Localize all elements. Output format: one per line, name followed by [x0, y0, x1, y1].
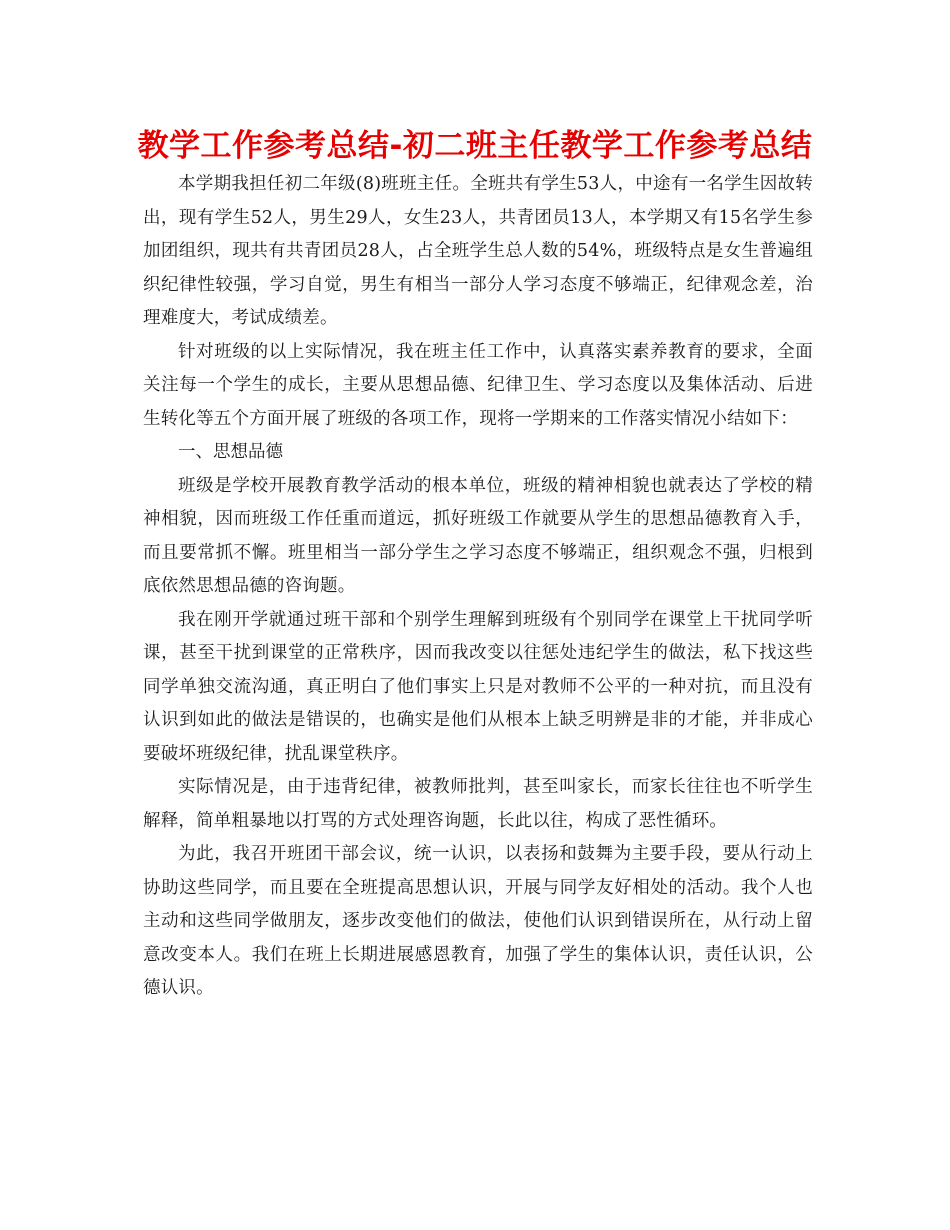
- paragraph-overview: 针对班级的以上实际情况，我在班主任工作中，认真落实素养教育的要求，全面关注每一个学生的成长，主要从思想品德、纪律卫生、学习态度以及集体活动、后进生转化等五个方面开展了班级的各项工作，现将一学期来的工作落实情况小结如下：: [143, 341, 813, 429]
- paragraph-intro: 本学期我担任初二年级(8)班班主任。全班共有学生53人，中途有一名学生因故转出，现有学生52人，男生29人，女生23人，共青团员13人，本学期又有15名学生参加团组织，现共有共青团员28人，占全班学生总人数的54%，班级特点是女生普遍组织纪律性较强，学习自觉，男生有相当一部分人学习态度不够端正，纪律观念差，治理难度大，考试成绩差。: [143, 174, 813, 328]
- section-heading: 一、思想品德: [178, 442, 283, 462]
- paragraph-situation: 实际情况是，由于违背纪律，被教师批判，甚至叫家长，而家长往往也不听学生解释，简单粗暴地以打骂的方式处理咨询题，长此以往，构成了恶性循环。: [143, 777, 813, 831]
- paragraph-moral-education: 班级是学校开展教育教学活动的根本单位，班级的精神相貌也就表达了学校的精神相貌，因而班级工作任重而道远，抓好班级工作就要从学生的思想品德教育入手，而且要常抓不懈。班里相当一部分学生之学习态度不够端正，组织观念不强，归根到底依然思想品德的咨询题。: [143, 475, 813, 596]
- document-body: [143, 168, 813, 1006]
- document-title: 教学工作参考总结-初二班主任教学工作参考总结: [137, 128, 813, 164]
- paragraph-measures: 为此，我召开班团干部会议，统一认识，以表扬和鼓舞为主要手段，要从行动上协助这些同学，而且要在全班提高思想认识，开展与同学友好相处的活动。我个人也主动和这些同学做朋友，逐步改变他们的做法，使他们认识到错误所在，从行动上留意改变本人。我们在班上长期进展感恩教育，加强了学生的集体认识，责任认识，公德认识。: [143, 844, 813, 998]
- paragraph-communication: 我在刚开学就通过班干部和个别学生理解到班级有个别同学在课堂上干扰同学听课，甚至干扰到课堂的正常秩序，因而我改变以往惩处违纪学生的做法，私下找这些同学单独交流沟通，真正明白了他们事实上只是对教师不公平的一种对抗，而且没有认识到如此的做法是错误的，也确实是他们从根本上缺乏明辨是非的才能，并非成心要破坏班级纪律，扰乱课堂秩序。: [143, 609, 813, 764]
